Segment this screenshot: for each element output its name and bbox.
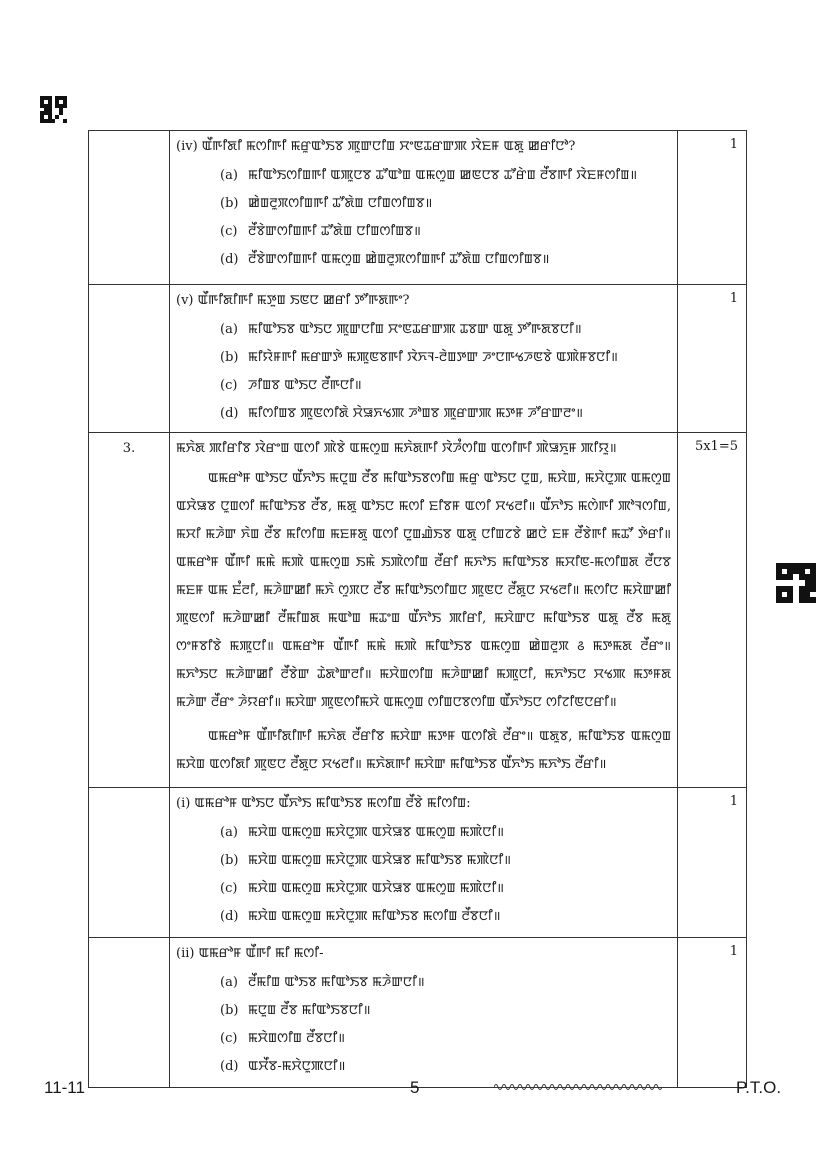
- question-number: 3.: [89, 433, 170, 788]
- option-text: ꯃꯆꯥꯡ ꯑꯃꯁꯨꯡ ꯃꯆꯥꯅꯨꯄ ꯃꯤꯑꯣꯏꯕ ꯃꯁꯤꯡ ꯂꯩꯕꯅꯤ॥: [248, 909, 501, 924]
- option-text: ꯃꯤꯑꯣꯏꯁꯤꯡꯒꯤ ꯑꯄꯨꯅꯕ ꯊꯧꯑꯣꯡ ꯑꯃꯁꯨꯡ ꯀꯟꯅꯕ ꯊꯧꯔꯥꯡ ꯂꯩꯕꯒꯤ ꯋꯥꯐꯝꯁꯤꯡ॥: [248, 168, 638, 183]
- question-number: [89, 938, 170, 1088]
- option-label: (d): [220, 909, 239, 924]
- passage-paragraph: ꯑꯃꯔꯣꯝ ꯑꯩꯒꯤꯗꯤꯒꯤ ꯃꯈꯥꯗ ꯂꯩꯔꯤꯕ ꯃꯆꯥꯛ ꯃꯇꯝ ꯑꯁꯤꯗꯥ ꯂꯩꯔꯦ॥ ꯑꯗꯨꯕ, ꯃꯤꯑꯣꯏꯕ ꯑꯃꯁꯨꯡ ꯃꯆꯥꯡ ꯑꯁꯤꯗꯤ ꯄꯨꯟꯅ ꯂꯩꯗꯨꯅ ꯆꯠꯂꯤ॥ ꯃꯈꯥꯗꯒꯤ ꯃꯆꯥꯛ ꯃꯤꯑꯣꯏꯕ ꯑꯩꯈꯣꯏ ꯃꯈꯣꯏ ꯂꯩꯔꯤ॥: [176, 729, 671, 772]
- option: [220, 251, 671, 269]
- option-label: (c): [220, 378, 238, 393]
- question-table: [88, 130, 747, 1088]
- option-label: (d): [220, 252, 239, 267]
- option-label: (c): [220, 1031, 238, 1046]
- question-stem: (iv) ꯑꯩꯒꯤꯗꯤ ꯃꯁꯤꯒꯤ ꯃꯔꯨꯑꯣꯏꯕ ꯄꯨꯛꯅꯤꯡ ꯆꯦꯟꯊꯔꯛꯄ ꯋꯥꯐꯝ ꯑꯗꯨ ꯀꯔꯤꯅꯣ?: [176, 139, 576, 154]
- option: [220, 167, 671, 185]
- wavy-line-decoration: [494, 1082, 662, 1092]
- option-text: ꯂꯩꯃꯤꯡ ꯑꯣꯏꯕ ꯃꯤꯑꯣꯏꯕ ꯃꯍꯥꯛꯅꯤ॥: [248, 975, 425, 990]
- option-text: ꯃꯤꯁꯤꯡꯕ ꯄꯨꯟꯁꯤꯗꯥ ꯆꯥꯎꯈꯠꯄ ꯍꯣꯡꯕ ꯄꯨꯔꯛꯄ ꯃꯇꯝ ꯍꯧꯔꯛꯂꯦ॥: [248, 406, 584, 421]
- option-label: (c): [220, 224, 238, 239]
- option: [220, 405, 671, 423]
- option: [220, 223, 671, 241]
- option: [220, 349, 671, 367]
- question-stem: ꯃꯈꯥꯗ ꯄꯤꯔꯤꯕ ꯋꯥꯔꯦꯡ ꯑꯁꯤ ꯄꯥꯕꯥ ꯑꯃꯁꯨꯡ ꯃꯈꯥꯗꯒꯤ ꯋꯥꯍꯪꯁꯤꯡ ꯑꯁꯤꯒꯤ ꯄꯥꯎꯈꯨꯝ ꯄꯤꯌꯨ॥: [176, 441, 617, 456]
- option-text: ꯑꯆꯩꯕ-ꯃꯆꯥꯅꯨꯄꯅꯤ॥: [248, 1059, 346, 1074]
- option: [220, 908, 671, 926]
- option-label: (d): [220, 1059, 239, 1074]
- question-stem: (ii) ꯑꯃꯔꯣꯝ ꯑꯩꯒꯤ ꯃꯤ ꯃꯁꯤ-: [176, 946, 324, 961]
- option: [220, 195, 671, 213]
- question-number: [89, 285, 170, 433]
- option: [220, 852, 671, 870]
- pto-label: P.T.O.: [736, 1078, 782, 1097]
- marks: 1: [678, 131, 747, 285]
- option-text: ꯃꯆꯥꯡꯁꯤꯡ ꯂꯩꯕꯅꯤ॥: [248, 1031, 346, 1046]
- option-text: ꯃꯆꯥꯡ ꯑꯃꯁꯨꯡ ꯃꯆꯥꯅꯨꯄ ꯑꯆꯥꯎꯕ ꯃꯤꯑꯣꯏꯕ ꯃꯄꯥꯅꯤ॥: [248, 853, 511, 868]
- qr-code-icon: [40, 96, 67, 123]
- marks: 1: [678, 285, 747, 433]
- option: [220, 1002, 671, 1020]
- option: [220, 321, 671, 339]
- option-text: ꯂꯩꯕꯥꯛꯁꯤꯡꯒꯤ ꯑꯃꯁꯨꯡ ꯀꯥꯡꯂꯨꯞꯁꯤꯡꯒꯤ ꯊꯧꯗꯥꯡ ꯅꯤꯡꯁꯤꯡꯕ॥: [248, 252, 550, 267]
- question-row: [89, 433, 747, 788]
- option-text: ꯀꯥꯡꯂꯨꯞꯁꯤꯡꯒꯤ ꯊꯧꯗꯥꯡ ꯅꯤꯡꯁꯤꯡꯕ॥: [248, 196, 433, 211]
- option-label: (a): [220, 825, 238, 840]
- option-label: (d): [220, 406, 239, 421]
- option-label: (b): [220, 196, 239, 211]
- question-row: [89, 131, 747, 285]
- option: [220, 974, 671, 992]
- question-number: [89, 131, 170, 285]
- option-text: ꯃꯤꯑꯣꯏꯕ ꯑꯣꯏꯅ ꯄꯨꯛꯅꯤꯡ ꯆꯦꯟꯊꯔꯛꯄ ꯊꯕꯛ ꯑꯗꯨ ꯇꯧꯒꯗꯕꯅꯤ॥: [248, 322, 582, 337]
- qr-code-icon: [776, 563, 816, 603]
- marks: 1: [678, 788, 747, 938]
- paper-code: 11-11: [44, 1078, 85, 1097]
- question-number: [89, 788, 170, 938]
- question-stem: (v) ꯑꯩꯒꯤꯗꯤꯒꯤ ꯃꯇꯨꯡ ꯏꯟꯅ ꯀꯔꯤ ꯇꯧꯒꯗꯒꯦ?: [176, 293, 410, 308]
- option: [220, 1058, 671, 1076]
- option-label: (a): [220, 168, 238, 183]
- option: [220, 824, 671, 842]
- question-row: [89, 938, 747, 1088]
- marks: 1: [678, 938, 747, 1088]
- option-label: (b): [220, 1003, 239, 1018]
- question-row: [89, 285, 747, 433]
- marks: 5x1=5: [678, 433, 747, 788]
- option-label: (b): [220, 350, 239, 365]
- option-text: ꯍꯤꯡꯕ ꯑꯣꯏꯅ ꯂꯩꯒꯅꯤ॥: [248, 378, 362, 393]
- option-label: (a): [220, 975, 238, 990]
- option-label: (b): [220, 853, 239, 868]
- option-label: (a): [220, 322, 238, 337]
- option-text: ꯃꯆꯥꯡ ꯑꯃꯁꯨꯡ ꯃꯆꯥꯅꯨꯄ ꯑꯆꯥꯎꯕ ꯑꯃꯁꯨꯡ ꯃꯄꯥꯅꯤ॥: [248, 881, 505, 896]
- option: [220, 880, 671, 898]
- passage-paragraph: ꯑꯃꯔꯣꯝ ꯑꯣꯏꯅ ꯑꯩꯈꯣꯏ ꯃꯅꯨꯡ ꯂꯩꯕ ꯃꯤꯑꯣꯏꯕꯁꯤꯡ ꯃꯔꯨ ꯑꯣꯏꯅ ꯅꯨꯡ, ꯃꯆꯥꯡ, ꯃꯆꯥꯅꯨꯄ ꯑꯃꯁꯨꯡ ꯑꯆꯥꯎꯕ ꯅꯨꯡꯁꯤ ꯃꯤꯑꯣꯏꯕ ꯂꯩꯕ, ꯃꯗꯨ ꯑꯣꯏꯅ ꯃꯁꯤ ꯐꯤꯕꯝ ꯑꯁꯤ ꯆꯠꯂꯤ॥ ꯑꯩꯈꯣꯏ ꯃꯁꯥꯒꯤ ꯄꯣꯜꯁꯤꯡ, ꯃꯆꯤ ꯃꯍꯥꯛ ꯈꯥꯡ ꯂꯩꯕ ꯃꯤꯁꯤꯡ ꯃꯐꯝꯗꯨ ꯑꯁꯤ ꯅꯨꯡꯉꯥꯏꯕ ꯑꯗꯨ ꯅꯤꯡꯖꯕꯥ ꯀꯅꯥ ꯐꯝ ꯂꯩꯕꯥꯒꯤ ꯃꯊꯧ ꯇꯥꯔꯤ॥ ꯑꯃꯔꯣꯝ ꯑꯩꯒꯤ ꯃꯃꯥ ꯃꯄꯥ ꯑꯃꯁꯨꯡ ꯏꯃꯥ ꯏꯄꯥꯁꯤꯡ ꯂꯩꯔꯤ ꯃꯈꯣꯏ ꯃꯤꯑꯣꯏꯕ ꯃꯆꯤꯟ-ꯃꯁꯤꯡꯗ ꯂꯩꯅꯕ ꯃꯐꯝ ꯑꯃ ꯐꯪꯂꯤ, ꯃꯍꯥꯛꯀꯤ ꯃꯈꯥ ꯁꯨꯞꯅ ꯂꯩꯕ ꯃꯤꯑꯣꯏꯁꯤꯡꯅ ꯄꯨꯟꯅ ꯂꯩꯗꯨꯅ ꯆꯠꯂꯤ॥ ꯃꯁꯤꯅ ꯃꯆꯥꯛꯀꯤ ꯄꯨꯟꯁꯤ ꯃꯍꯥꯛꯀꯤ ꯂꯩꯃꯤꯡꯗ ꯃꯑꯣꯡ ꯃꯊꯦꯡ ꯑꯩꯈꯣꯏ ꯄꯤꯔꯤ, ꯃꯆꯥꯛꯅ ꯃꯤꯑꯣꯏꯕ ꯑꯗꯨ ꯂꯩꯕ ꯃꯗꯨ ꯁꯦꯝꯕꯤꯕꯥ ꯃꯄꯨꯅꯤ॥ ꯑꯃꯔꯣꯝ ꯑꯩꯒꯤ ꯃꯃꯥ ꯃꯄꯥ ꯃꯤꯑꯣꯏꯕ ꯑꯃꯁꯨꯡ ꯀꯥꯡꯂꯨꯞ ꯴ ꯃꯇꯃꯗ ꯂꯩꯔꯦ॥ ꯃꯈꯣꯏꯅ ꯃꯍꯥꯛꯀꯤ ꯂꯩꯕꯥꯛ ꯊꯥꯗꯣꯛꯂꯤ॥ ꯃꯆꯥꯡꯁꯤꯡ ꯃꯍꯥꯛꯀꯤ ꯃꯄꯨꯅꯤ, ꯃꯈꯣꯏꯅ ꯆꯠꯄ ꯃꯇꯝꯗ ꯃꯍꯥꯛ ꯂꯩꯔꯦ ꯍꯥꯌꯔꯤ॥ ꯃꯆꯥꯛ ꯄꯨꯟꯁꯤꯃꯆꯥ ꯑꯃꯁꯨꯡ ꯁꯤꯡꯅꯕꯁꯤꯡ ꯑꯩꯈꯣꯏꯅ ꯁꯤꯖꯤꯟꯅꯔꯤ॥: [176, 471, 671, 710]
- option-text: ꯂꯩꯕꯥꯛꯁꯤꯡꯒꯤ ꯊꯧꯗꯥꯡ ꯅꯤꯡꯁꯤꯡꯕ॥: [248, 224, 421, 239]
- question-stem: (i) ꯑꯃꯔꯣꯝ ꯑꯣꯏꯅ ꯑꯩꯈꯣꯏ ꯃꯤꯑꯣꯏꯕ ꯃꯁꯤꯡ ꯂꯩꯕꯥ ꯃꯤꯁꯤꯡ:: [176, 796, 471, 811]
- option-label: (c): [220, 881, 238, 896]
- option-text: ꯃꯤꯌꯥꯝꯒꯤ ꯃꯔꯛꯇꯥ ꯃꯄꯨꯟꯕꯒꯤ ꯋꯥꯈꯜ-ꯂꯥꯡꯇꯛ ꯍꯦꯅꯒꯠꯍꯟꯕꯥ ꯑꯄꯥꯝꯕꯅꯤ॥: [248, 350, 618, 365]
- question-row: [89, 788, 747, 938]
- option: [220, 1030, 671, 1048]
- option: [220, 377, 671, 395]
- option-text: ꯃꯆꯥꯡ ꯑꯃꯁꯨꯡ ꯃꯆꯥꯅꯨꯄ ꯑꯆꯥꯎꯕ ꯑꯃꯁꯨꯡ ꯃꯄꯥꯅꯤ॥: [248, 825, 505, 840]
- page-number: 5: [410, 1078, 420, 1097]
- option-text: ꯃꯅꯨꯡ ꯂꯩꯕ ꯃꯤꯑꯣꯏꯕꯅꯤ॥: [248, 1003, 371, 1018]
